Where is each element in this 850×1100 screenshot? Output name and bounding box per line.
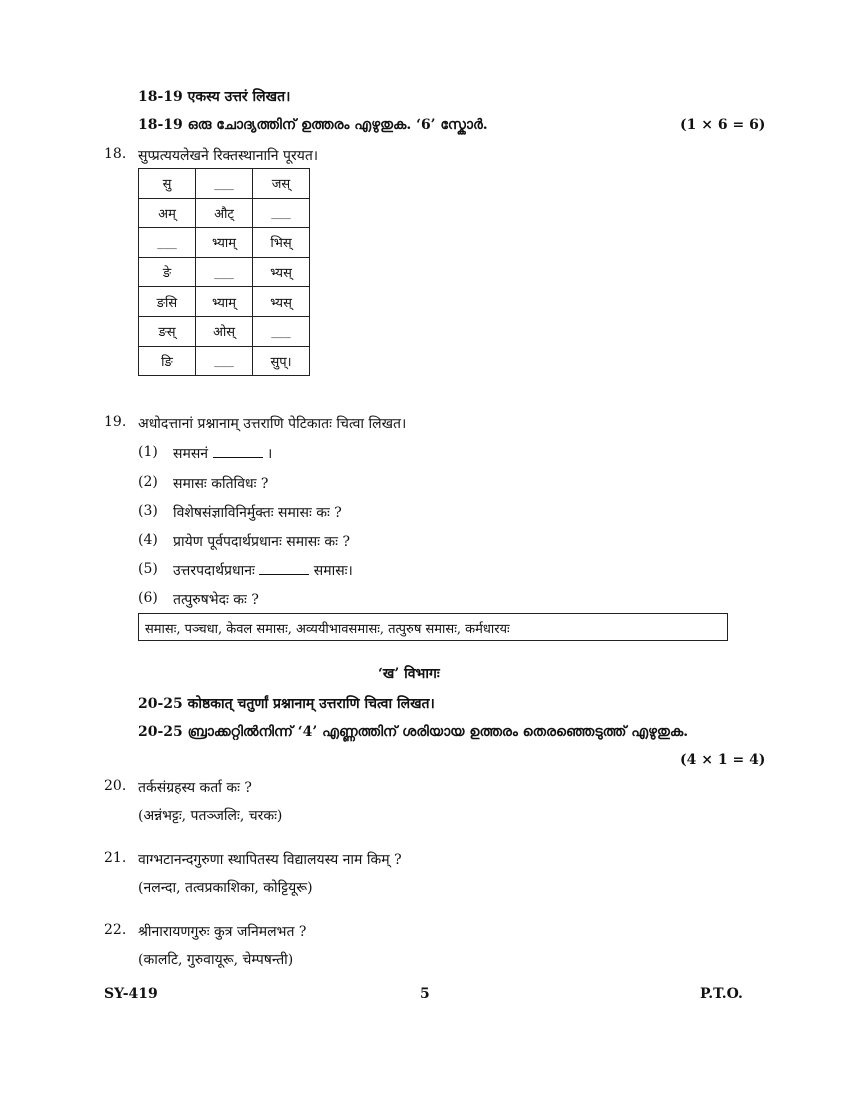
q18-text: सुप्प्रत्ययलेखने रिक्तस्थानानि पूरयत।	[138, 148, 319, 164]
table-cell: जस्	[253, 169, 310, 199]
table-cell: ङि	[139, 346, 196, 376]
suffix-table	[138, 168, 310, 376]
table-cell: ___	[139, 228, 196, 258]
q20-number: 20.	[104, 778, 127, 794]
section-a-marks: (1 × 6 = 6)	[680, 117, 766, 133]
table-cell: अम्	[139, 198, 196, 228]
table-cell: ___	[196, 257, 253, 287]
table-cell: ङे	[139, 257, 196, 287]
table-cell: ङस्	[139, 316, 196, 346]
q19-item-number: (1)	[138, 444, 158, 460]
q19-number: 19.	[104, 414, 127, 430]
q19-item-text	[173, 444, 272, 463]
q19-item-number: (4)	[138, 532, 158, 548]
table-row	[139, 257, 310, 287]
q19-item-number: (3)	[138, 503, 158, 519]
table-cell: भ्यस्	[253, 287, 310, 317]
q21-options: (नलन्दा, तत्वप्रकाशिका, कोट्टियूरू)	[138, 880, 313, 896]
answer-options-box: समासः, पञ्चधा, केवल समासः, अव्ययीभावसमासः, तत्पुरुष समासः, कर्मधारयः	[138, 613, 728, 641]
page-number: 5	[420, 986, 430, 1002]
table-cell: भिस्	[253, 228, 310, 258]
section-a-heading-sanskrit: 18-19 एकस्य उत्तरं लिखत।	[138, 89, 291, 105]
table-cell: ___	[196, 346, 253, 376]
q19-item-number: (5)	[138, 561, 158, 577]
table-cell: ओस्	[196, 316, 253, 346]
table-row	[139, 287, 310, 317]
section-a-heading-malayalam: 18-19 ഒരു ചോദ്യത്തിന് ഉത്തരം എഴുതുക. ‘6’ സ്കോർ.	[138, 117, 488, 133]
paper-code: SY-419	[104, 986, 158, 1002]
q22-number: 22.	[104, 922, 127, 938]
q19-item-post: ।	[266, 446, 273, 462]
q19-item-number: (2)	[138, 474, 158, 490]
table-cell: सुप्।	[253, 346, 310, 376]
table-cell: ___	[196, 169, 253, 199]
q22-options: (कालटि, गुरुवायूरू, चेम्पषन्ती)	[138, 952, 294, 968]
q19-item-pre: समसनं	[173, 446, 209, 462]
q19-item-post: समासः।	[313, 563, 353, 579]
table-row	[139, 316, 310, 346]
q19-item-text: प्रायेण पूर्वपदार्थप्रधानः समासः कः ?	[173, 534, 350, 550]
q22-text: श्रीनारायणगुरुः कुत्र जनिमलभत ?	[138, 924, 307, 940]
q20-options: (अन्नंभट्टः, पतञ्जलिः, चरकः)	[138, 808, 283, 824]
pto-label: P.T.O.	[700, 986, 743, 1002]
answer-blank	[213, 445, 263, 458]
table-cell: भ्याम्	[196, 287, 253, 317]
table-cell: ___	[253, 316, 310, 346]
table-row	[139, 169, 310, 199]
table-cell: ङसि	[139, 287, 196, 317]
table-cell: औट्	[196, 198, 253, 228]
table-row	[139, 346, 310, 376]
q19-item-text	[173, 561, 353, 580]
q20-text: तर्कसंग्रहस्य कर्ता कः ?	[138, 780, 252, 796]
table-cell: भ्यस्	[253, 257, 310, 287]
table-cell: ___	[253, 198, 310, 228]
q19-item-number: (6)	[138, 590, 158, 606]
table-row	[139, 228, 310, 258]
table-cell: सु	[139, 169, 196, 199]
section-b-heading-sanskrit: 20-25 कोष्ठकात् चतुर्णां प्रश्नानाम् उत्तराणि चित्वा लिखत।	[138, 696, 435, 712]
q21-text: वाग्भटानन्दगुरुणा स्थापितस्य विद्यालयस्य नाम किम् ?	[138, 852, 402, 868]
q18-number: 18.	[104, 146, 127, 162]
answer-blank	[259, 562, 309, 575]
q19-item-text: विशेषसंज्ञाविनिर्मुक्तः समासः कः ?	[173, 505, 342, 521]
q19-item-text: समासः कतिविधः ?	[173, 476, 269, 492]
q21-number: 21.	[104, 850, 127, 866]
table-row	[139, 198, 310, 228]
table-cell: भ्याम्	[196, 228, 253, 258]
q19-item-pre: उत्तरपदार्थप्रधानः	[173, 563, 255, 579]
q19-text: अधोदत्तानां प्रश्नानाम् उत्तराणि पेटिकातः चित्वा लिखत।	[138, 416, 407, 432]
section-b-heading-malayalam: 20-25 ബ്രാക്കറ്റിൽനിന്ന് ‘4’ എണ്ണത്തിന് ശരിയായ ഉത്തരം തെരഞ്ഞെടുത്ത് എഴുതുക.	[138, 724, 689, 740]
section-b-marks: (4 × 1 = 4)	[680, 752, 766, 768]
q19-item-text: तत्पुरुषभेदः कः ?	[173, 592, 259, 608]
section-b-title: ‘ख’ विभागः	[378, 666, 440, 682]
